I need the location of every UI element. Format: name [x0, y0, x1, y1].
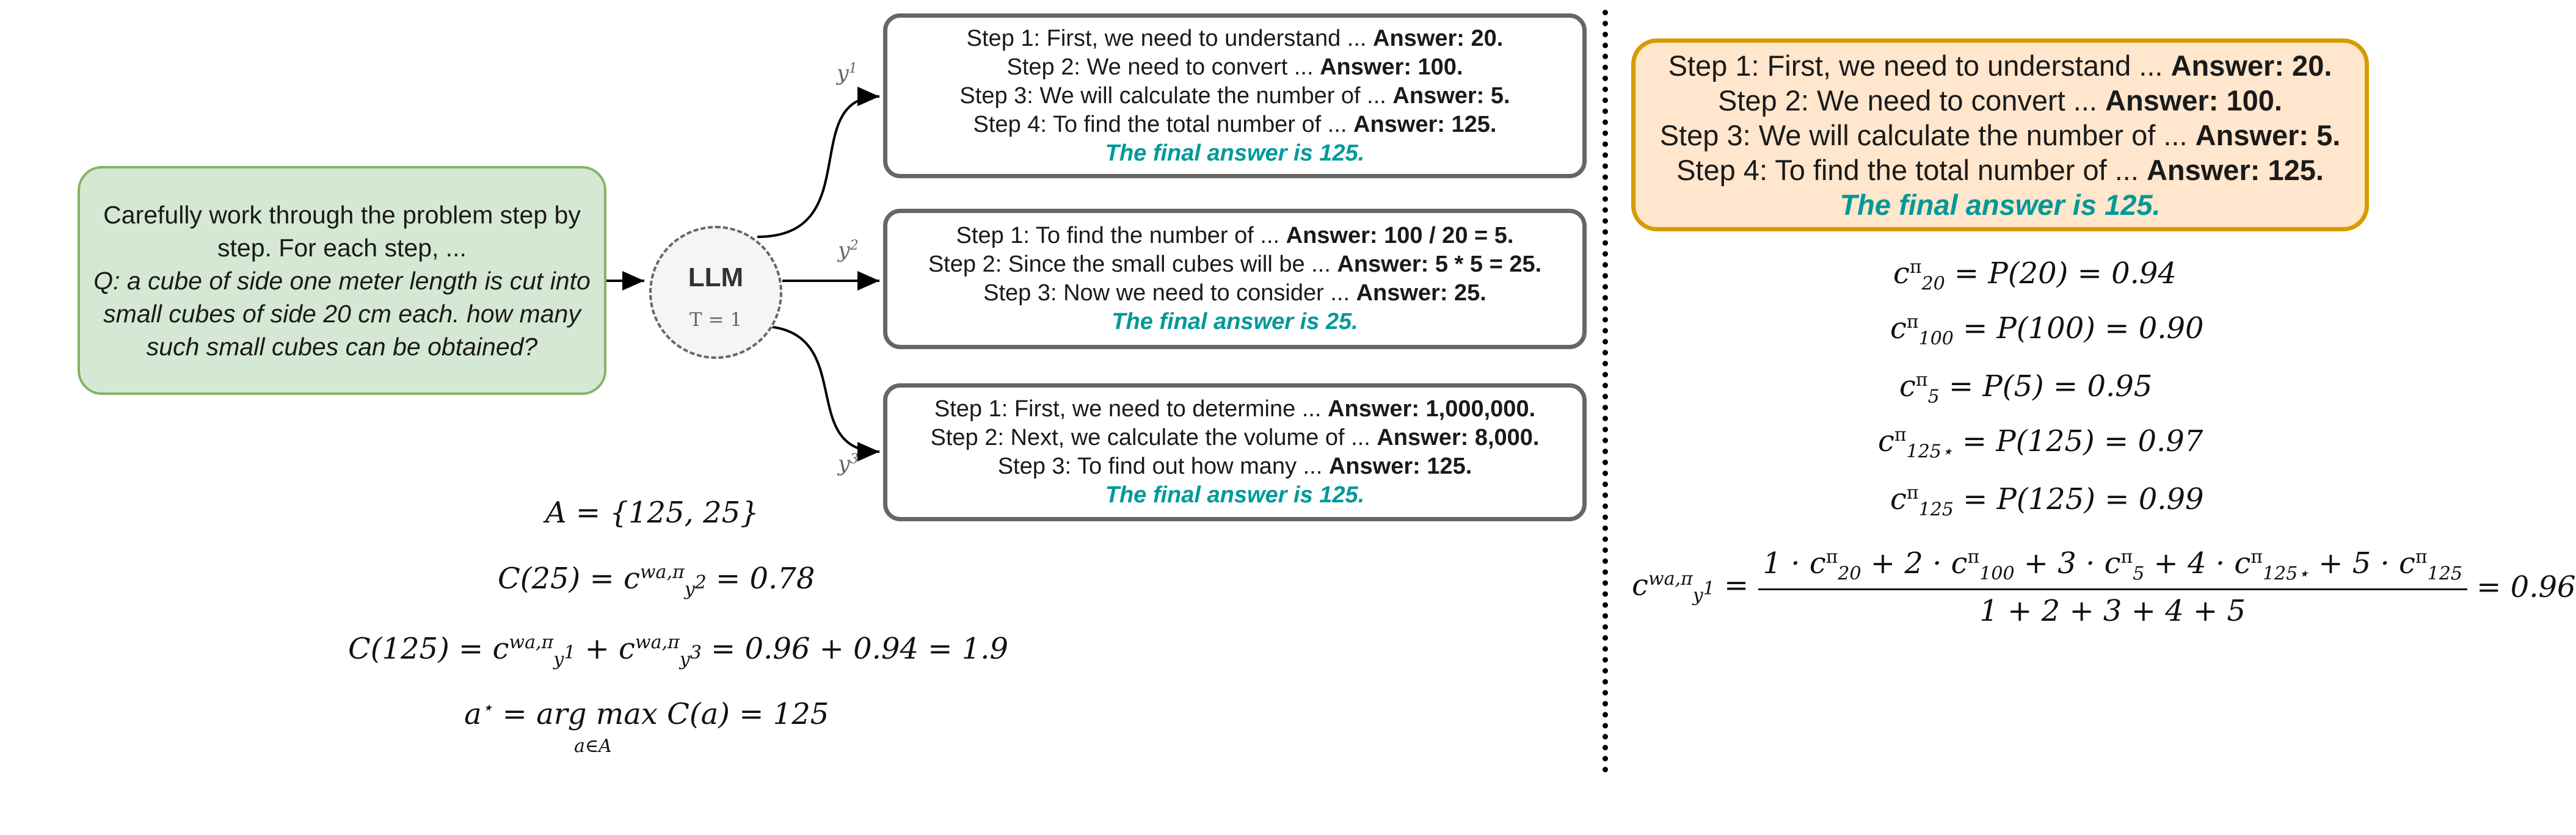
weighted-fraction [1758, 546, 2467, 628]
confidence-equation-5: $c^\pi_5 = P(5) = 0.95$ [1899, 369, 2153, 408]
response-box-2 [883, 209, 1587, 349]
confidence-equation-20: $c^\pi_{20} = P(20) = 0.94$ [1893, 256, 2177, 295]
prompt-instruction: Carefully work through the problem step by step. For each step, ... [103, 200, 581, 262]
response-2-step-1: Step 1: To find the number of ... Answer: 100 / 20 = 5. [956, 223, 1514, 248]
response-box-3 [883, 383, 1587, 521]
response-3-step-2: Step 2: Next, we calculate the volume of ... Answer: 8,000. [930, 425, 1540, 450]
response-3-final: The final answer is 125. [1105, 482, 1365, 508]
edge-label-y1: $y^1$ [837, 61, 857, 86]
prompt-question: Q: a cube of side one meter length is cut into small cubes of side 20 cm each. how many such small cubes can be obtained? [93, 266, 591, 361]
confidence-equation-125: $c^\pi_{125} = P(125) = 0.99$ [1890, 482, 2204, 521]
c125-equation: $C(125) = c^{wa,\pi}_{y^1} + c^{wa,\pi}_{y^3} = 0.96 + 0.94 = 1.9$ [348, 632, 1009, 670]
confidence-equation-125-star: $c^\pi_{125⋆} = P(125) = 0.97$ [1878, 424, 2203, 463]
response-box-1 [883, 13, 1587, 178]
llm-to-response-3-arrow [757, 326, 879, 452]
response-1-step-4: Step 4: To find the total number of ... Answer: 125. [973, 111, 1497, 137]
weighted-denominator: 1 + 2 + 3 + 4 + 5 [1979, 593, 2246, 628]
answer-set-equation: A = {125, 25} [545, 496, 759, 530]
argmax-subscript: a∈A [574, 736, 612, 757]
llm-to-response-1-arrow [757, 96, 879, 237]
selected-step-1: Step 1: First, we need to understand ... Answer: 20. [1668, 49, 2332, 82]
response-2-step-2: Step 2: Since the small cubes will be ... Answer: 5 * 5 = 25. [928, 251, 1542, 277]
response-1-step-3: Step 3: We will calculate the number of ... Answer: 5. [959, 82, 1510, 109]
edge-label-y2: $y^2$ [838, 238, 859, 263]
selected-step-4: Step 4: To find the total number of ... Answer: 125. [1676, 153, 2324, 186]
argmax-equation: a⋆ = arg max C(a) = 125 [464, 697, 829, 731]
response-2-final: The final answer is 25. [1112, 309, 1358, 334]
weighted-confidence-equation: $c^{wa,\pi}_{y^1}$ = $\frac{1 \cdot c^\pi_{20} + 2 \cdot c^\pi_{100} + 3 \cdot c^\pi_5 + 4 \cdot c^\pi_{125⋆} + 5 \cdot c^\pi_{125}}{1 + 2 + 3 + 4 + 5}$ = 0.96 [1632, 546, 2576, 628]
selected-final: The final answer is 125. [1839, 188, 2161, 221]
response-1-final: The final answer is 125. [1105, 140, 1365, 166]
response-1-step-2: Step 2: We need to convert ... Answer: 100. [1006, 54, 1463, 80]
response-1-step-1: Step 1: First, we need to understand ... Answer: 20. [966, 25, 1504, 51]
response-2-step-3: Step 3: Now we need to consider ... Answer: 25. [983, 280, 1486, 306]
selected-step-2: Step 2: We need to convert ... Answer: 100. [1718, 84, 2282, 117]
llm-label: LLM [688, 262, 744, 292]
response-3-step-1: Step 1: First, we need to determine ... Answer: 1,000,000. [934, 396, 1536, 422]
section-divider [1603, 10, 1608, 773]
weighted-numerator: $1 \cdot c^\pi_{20} + 2 \cdot c^\pi_{100} + 3 \cdot c^\pi_5 + 4 \cdot c^\pi_{125⋆} + 5 \cdot c^\pi_{125}$ [1758, 546, 2467, 590]
weighted-result: = 0.96 [2476, 569, 2576, 604]
selected-step-3: Step 3: We will calculate the number of ... Answer: 5. [1659, 118, 2341, 151]
edge-label-y3: $y^3$ [838, 452, 859, 477]
selected-response-box [1631, 38, 2369, 231]
llm-node [649, 226, 782, 359]
c25-equation: $C(25) = c^{wa,\pi}_{y^2} = 0.78$ [498, 562, 815, 600]
response-3-step-3: Step 3: To find out how many ... Answer: 125. [997, 454, 1472, 479]
llm-temperature: T = 1 [689, 309, 743, 331]
confidence-equation-100: $c^\pi_{100} = P(100) = 0.90$ [1890, 311, 2204, 350]
